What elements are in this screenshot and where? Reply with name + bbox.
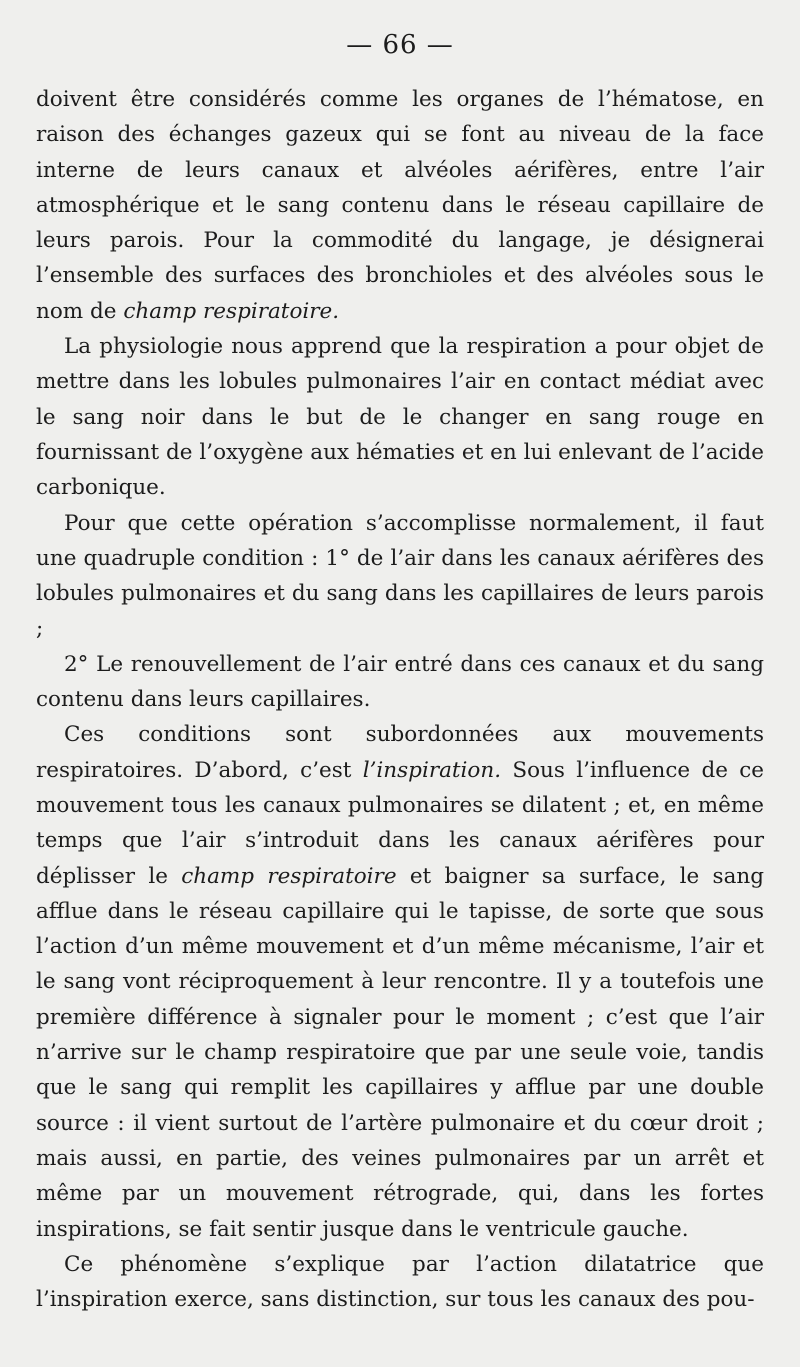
paragraph bbox=[36, 647, 764, 718]
paragraph bbox=[36, 329, 764, 505]
text-segment: et baigner sa surface, le sang afflue dans le réseau capillaire qui le tapisse, de sorte que sous l’action d’un même mouvement et d’un même mécanisme, l’air et le sang vont réciproquement à leur rencontre. Il y a toutefois une première différence à signaler pour le moment ; c’est que l’air n’arrive sur le champ respiratoire que par une seule voie, tandis que le sang qui remplit les capillaires y afflue par une double source : il vient surtout de l’artère pulmonaire et du cœur droit ; mais aussi, en partie, des veines pulmonaires par un arrêt et même par un mouvement rétrograde, qui, dans les fortes inspirations, se fait sentir jusque dans le ventricule gauche. bbox=[36, 863, 765, 1242]
paragraph bbox=[36, 1247, 764, 1318]
italic-term: l’inspiration. bbox=[362, 757, 502, 783]
text-segment: Ces conditions sont subordonnées aux mouvements respiratoires. D’abord, c’est bbox=[36, 722, 764, 783]
italic-term: champ respiratoire bbox=[181, 863, 397, 889]
paragraph bbox=[36, 717, 764, 1246]
text-segment: 2° Le renouvellement de l’air entré dans ces canaux et du sang contenu dans leurs capillaires. bbox=[36, 651, 764, 713]
text-segment: Pour que cette opération s’accomplisse normalement, il faut une quadruple condition : 1° de l’air dans les canaux aérifères des lobules pulmonaires et du sang dans les capillaires de leurs parois ; bbox=[36, 510, 764, 642]
text-segment: La physiologie nous apprend que la respiration a pour objet de mettre dans les lobules pulmonaires l’air en contact médiat avec le sang noir dans le but de le changer en sang rouge en fournissant de l’oxygène aux hématies et en lui enlevant de l’acide carbonique. bbox=[36, 334, 764, 501]
page-number: — 66 — bbox=[346, 30, 454, 60]
italic-term: champ respiratoire. bbox=[123, 298, 340, 324]
text-segment: Sous l’influence de ce mouvement tous les canaux pulmonaires se dilatent ; et, en même temps que l’air s’introduit dans les canaux aérifères pour déplisser le bbox=[36, 757, 764, 889]
paragraph bbox=[36, 506, 764, 647]
body-text bbox=[36, 82, 764, 1317]
paragraph bbox=[36, 82, 764, 329]
text-segment: doivent être considérés comme les organes de l’hématose, en raison des échanges gazeux qui se font au niveau de la face interne de leurs canaux et alvéoles aérifères, entre l’air atmosphérique et le sang contenu dans le réseau capillaire de leurs parois. Pour la commodité du langage, je désignerai l’ensemble des surfaces des bronchioles et des alvéoles sous le nom de bbox=[36, 87, 764, 324]
text-segment: Ce phénomène s’explique par l’action dilatatrice que l’inspiration exerce, sans distinction, sur tous les canaux des pou- bbox=[36, 1251, 764, 1313]
